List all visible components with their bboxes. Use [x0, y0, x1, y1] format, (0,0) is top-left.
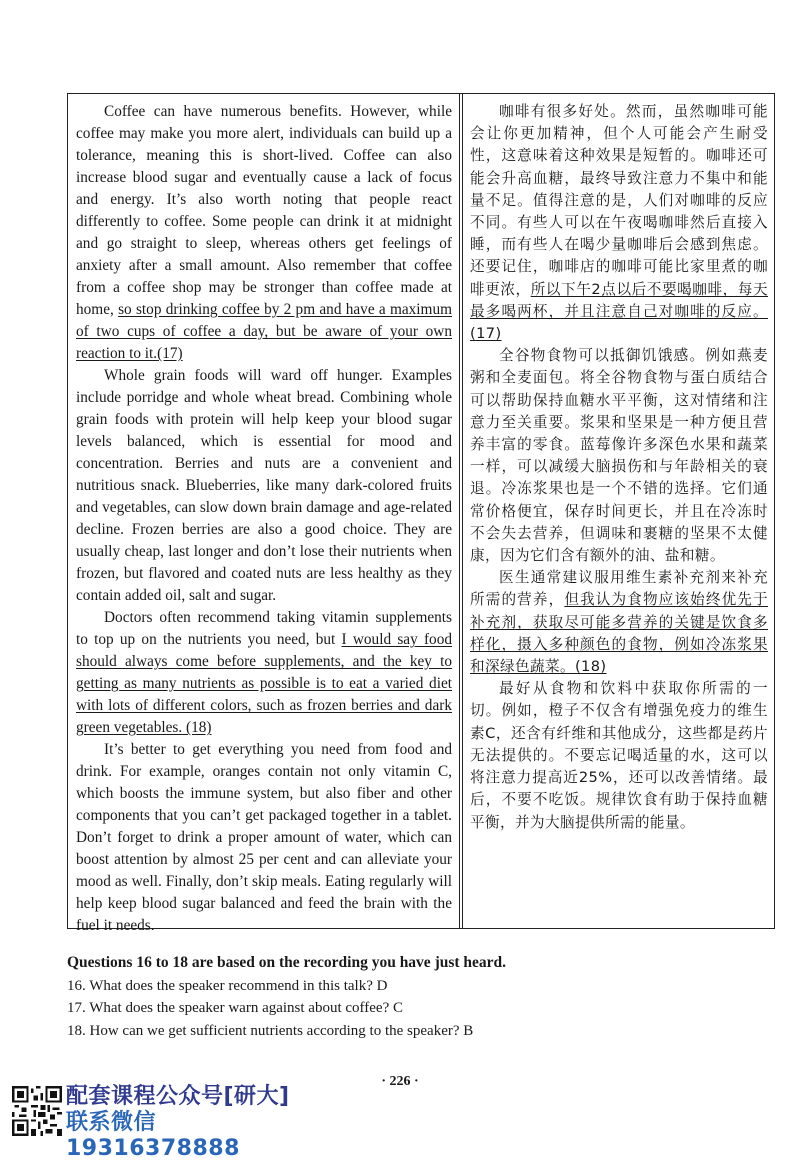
question-18: 18. How can we get sufficient nutrients according to the speaker? B: [67, 1022, 474, 1039]
english-paragraph-2: Whole grain foods will ward off hunger. Examples include porridge and whole wheat bread. Combining whole grain foods with protein will help keep your blood sugar levels balanced, which is essential for mood and concentration. Berries and nuts are a convenient and nutritious snack. Blueberries, like many dark-colored fruits and vegetables, can slow down brain damage and age-related decline. Frozen berries are also a good choice. They are usually cheap, last longer and don’t lose their nutrients when frozen, but flavored and coated nuts are less healthy as they contain added oil, salt and sugar.: [76, 367, 452, 604]
english-p1-text: Coffee can have numerous benefits. However, while coffee may make you more alert, individuals can build up a tolerance, meaning this is short-lived. Coffee can also increase blood sugar and eventually cause a lack of focus and energy. It’s also worth noting that people react differently to coffee. Some people can drink it at midnight and go straight to sleep, whereas others get feelings of anxiety after a small amount. Also remember that coffee from a coffee shop may be stronger than coffee made at home,: [76, 103, 452, 318]
english-column: [76, 101, 452, 937]
english-paragraph-4: It’s better to get everything you need from food and drink. For example, oranges contain not only vitamin C, which boosts the immune system, but also fiber and other components that you can’t get packaged together in a tablet. Don’t forget to drink a proper amount of water, which can boost attention by almost 25 per cent and can alleviate your mood as well. Finally, don’t skip meals. Eating regularly will help keep blood sugar balanced and feed the brain with the fuel it needs.: [76, 741, 452, 934]
chinese-paragraph-1: [470, 101, 768, 345]
english-p3-marker: (18): [182, 719, 212, 736]
questions-heading: Questions 16 to 18 are based on the recording you have just heard.: [67, 954, 507, 971]
chinese-p1-text: 咖啡有很多好处。然而，虽然咖啡可能会让你更加精神，但个人可能会产生耐受性，这意味着这种效果是短暂的。咖啡还可能会升高血糖，最终导致注意力不集中和能量不足。值得注意的是，人们对咖啡的反应不同。有些人可以在午夜喝咖啡然后直接入睡，而有些人在喝少量咖啡后会感到焦虑。还要记住，咖啡店的咖啡可能比家里煮的咖啡更浓，: [470, 103, 768, 298]
chinese-p3-marker: (18): [574, 658, 607, 676]
questions-section: [67, 952, 767, 1042]
qr-code-icon: [12, 1086, 62, 1136]
question-17: 17. What does the speaker warn against about coffee? C: [67, 1000, 403, 1016]
english-p3-text: Doctors often recommend taking vitamin supplements to top up on the nutrients you need, but: [76, 609, 452, 648]
english-paragraph-3: [76, 607, 452, 739]
chinese-p1-underlined: 所以下午2点以后不要喝咖啡，每天最多喝两杯，并且注意自己对咖啡的反应。: [470, 280, 768, 320]
chinese-p1-marker: (17): [470, 325, 502, 343]
chinese-p3-text: 医生通常建议服用维生素补充剂来补充所需的营养，: [470, 569, 768, 609]
english-paragraph-1: [76, 101, 452, 365]
chinese-paragraph-3: [470, 567, 768, 678]
english-p1-underlined: so stop drinking coffee by 2 pm and have a maximum of two cups of coffee a day, but be aware of your own reaction to it.: [76, 301, 452, 362]
chinese-column: [470, 101, 768, 834]
english-p1-marker: (17): [157, 345, 183, 362]
question-16: 16. What does the speaker recommend in this talk? D: [67, 977, 388, 994]
chinese-paragraph-2: 全谷物食物可以抵御饥饿感。例如燕麦粥和全麦面包。将全谷物食物与蛋白质结合可以帮助保持血糖水平平衡，这对情绪和注意力至关重要。浆果和坚果是一种方便且营养丰富的零食。蓝莓像许多深色水果和蔬菜一样，可以减缓大脑损伤和与年龄相关的衰退。冷冻浆果也是一个不错的选择。它们通常价格便宜，保存时间更长，并且在冷冻时不会失去营养，但调味和裹糖的坚果不太健康，因为它们含有额外的油、盐和糖。: [470, 347, 768, 565]
chinese-p3-underlined: 但我认为食物应该始终优先于补充剂，获取尽可能多营养的关键是饮食多样化，摄入多种颜色的食物，例如冷冻浆果和深绿色蔬菜。: [470, 591, 769, 676]
page-number: · 226 ·: [381, 1074, 419, 1089]
watermark-line-1: 配套课程公众号[研大]: [66, 1084, 290, 1109]
watermark: [66, 1084, 316, 1162]
english-p3-underlined: I would say food should always come before supplements, and the key to getting as many nutrients as possible is to eat a varied diet with lots of different colors, such as frozen berries and dark green vegetables.: [76, 631, 452, 736]
watermark-line-2: 联系微信19316378888: [66, 1110, 240, 1161]
chinese-paragraph-4: 最好从食物和饮料中获取你所需的一切。例如，橙子不仅含有增强免疫力的维生素C，还含有纤维和其他成分，这些都是药片无法提供的。不要忘记喝适量的水，这可以将注意力提高近25%，还可以改善情绪。最后，不要不吃饭。规律饮食有助于保持血糖平衡，并为大脑提供所需的能量。: [470, 680, 768, 831]
column-divider: [459, 93, 463, 929]
